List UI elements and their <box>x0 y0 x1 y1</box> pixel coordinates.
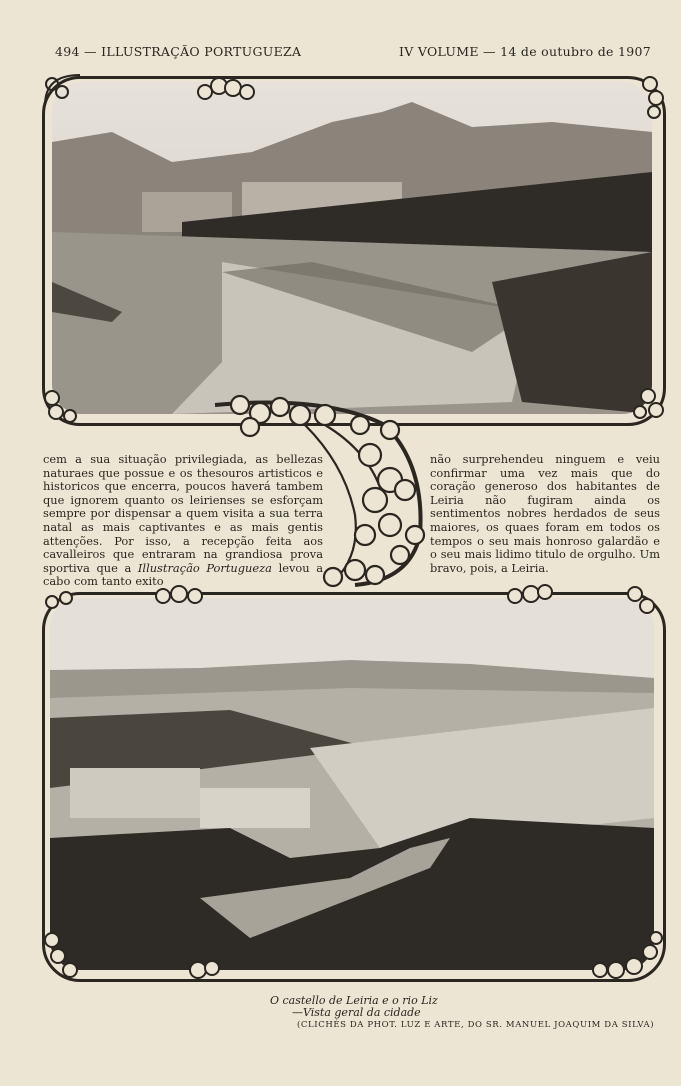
article-text-left-tail: levou a cabo com tanto exito <box>43 560 323 589</box>
caption-line-2: —Vista geral da cidade <box>292 1006 421 1019</box>
article-column-left <box>43 453 323 589</box>
castle-and-river-photo <box>52 82 652 414</box>
page-header-left: 494 — ILLUSTRAÇÃO PORTUGUEZA <box>55 44 302 59</box>
page-header-right: IV VOLUME — 14 de outubro de 1907 <box>399 44 651 59</box>
article-column-right: não surprehendeu ninguem e veiu confirmar uma vez mais que do coração generoso dos habitantes de Leiria não fugiram ainda os sentimentos nobres herdados de seus maiores, os quaes foram em todos os tempos o seu mais honroso galardão e o seu mais lidimo titulo de orgulho. Um bravo, pois, a Leiria. <box>430 452 660 575</box>
floral-ornament-bottom-right <box>610 380 670 425</box>
city-panorama-photo <box>50 598 654 970</box>
caption-line-1: O castello de Leiria e o rio Liz <box>270 994 438 1007</box>
floral-ornament-frame2-bottom-right <box>580 926 670 986</box>
magazine-title-italic: Illustração Portugueza <box>137 560 272 575</box>
floral-ornament-top-left <box>40 70 100 110</box>
floral-ornament-bottom-left <box>38 382 98 427</box>
floral-ornament-frame2-top-center <box>145 584 225 609</box>
floral-ornament-frame2-bottom-left <box>38 926 228 986</box>
floral-ornament-top-right <box>610 72 670 132</box>
article-text-left: cem a sua situação privilegiada, as bellezas naturaes que possue e os thesouros artisticos e historicos que encerra, poucos haverá tambem que ignorem quanto os leirienses se esforçam sempre por dispensar a quem visita a sua terra natal as mais captivantes e as mais gentis attenções. Por isso, a recepção feita aos cavalleiros que entraram na grandiosa prova sportiva que a <box>43 452 323 575</box>
floral-ornament-frame2-top-right <box>495 580 665 630</box>
floral-ornament-frame2-top-left <box>40 588 90 628</box>
photo-credit: (CLICHÉS DA PHOT. LUZ E ARTE, DO SR. MANUEL JOAQUIM DA SILVA) <box>297 1020 655 1030</box>
floral-ornament-top-center <box>185 72 265 107</box>
